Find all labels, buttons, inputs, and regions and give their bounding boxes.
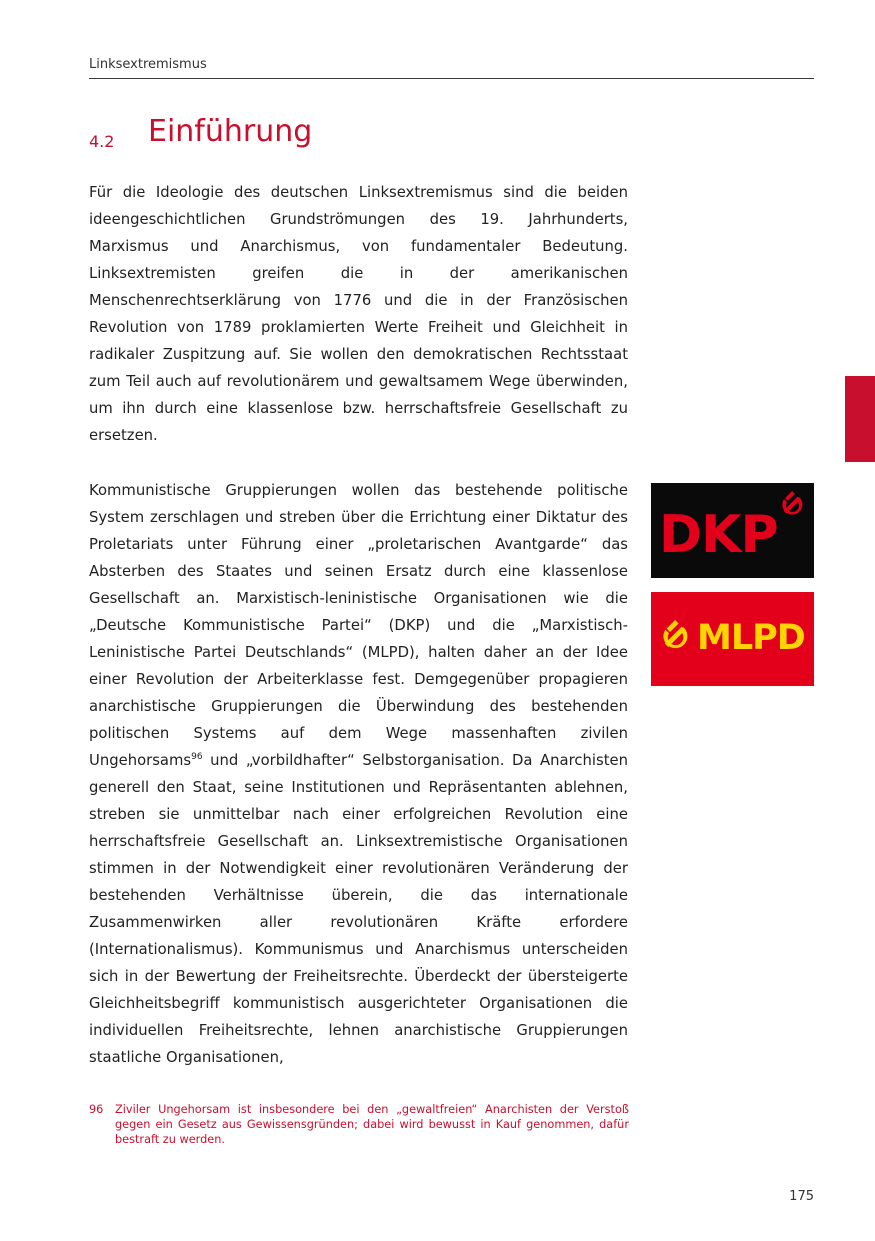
paragraph-1: Für die Ideologie des deutschen Linksextremismus sind die beiden ideengeschichtlichen Grundströmungen des 19. Jahrhunderts, Marxismus und Anarchismus, von fundamentaler Bedeutung. Linksextremisten greifen die in der amerikanischen Menschenrechtserklärung von 1776 und die in der Französischen Revolution von 1789 proklamierten Werte Freiheit und Gleichheit in radikaler Zuspitzung auf. Sie wollen den demokratischen Rechtsstaat zum Teil auch auf revolutionärem und gewaltsamem Wege überwinden, um ihn durch eine klassenlose bzw. herrschaftsfreie Gesellschaft zu ersetzen. <box>89 184 628 444</box>
dkp-logo-text: DKP <box>659 505 778 565</box>
paragraph-2 <box>89 477 628 1071</box>
dkp-logo <box>651 483 814 578</box>
mlpd-logo-text: MLPD <box>697 618 805 658</box>
footnote-number: 96 <box>89 1103 104 1116</box>
footnote-text: Ziviler Ungehorsam ist insbesondere bei den „gewaltfreien“ Anarchisten der Verstoß gegen ein Gesetz aus Gewissensgründen; dabei wird bewusst in Kauf genommen, dafür bestraft zu werden. <box>115 1103 629 1146</box>
running-head: Linksextremismus <box>89 57 814 79</box>
page-number: 175 <box>789 1189 814 1204</box>
paragraph-2-text-b: und „vorbildhafter“ Selbstorganisation. Da Anarchisten generell den Staat, seine Institutionen und Repräsentanten ablehnen, streben sie unmittelbar nach einer erfolgreichen Revolution eine herrschaftsfreie Gesellschaft an. Linksextremistische Organisationen stimmen in der Notwendigkeit einer revolutionären Veränderung der bestehenden Verhältnisse überein, die das internationale Zusammenwirken aller revolutionären Kräfte erfordere (Internationalismus). Kommunismus und Anarchismus unterscheiden sich in der Bewertung der Freiheitsrechte. Überdeckt der übersteigerte Gleichheitsbegriff kommunistisch ausgerichteter Organisationen die individuellen Freiheitsrechte, lehnen anarchistische Gruppierungen staatliche Organisationen, <box>89 752 628 1066</box>
footnote-reference[interactable]: 96 <box>191 752 203 763</box>
hammer-sickle-icon <box>777 491 807 521</box>
hammer-sickle-icon <box>657 620 693 656</box>
paragraph-2-text-a: Kommunistische Gruppierungen wollen das bestehende politische System zerschlagen und streben über die Errichtung einer Diktatur des Proletariats unter Führung einer „proletarischen Avantgarde“ das Absterben des Staates und seinen Ersatz durch eine klassenlose Gesellschaft an. Marxistisch-leninistische Organisationen wie die „Deutsche Kommunistische Partei“ (DKP) und die „Marxistisch-Leninistische Partei Deutschlands“ (MLPD), halten daher an der Idee einer Revolution der Arbeiterklasse fest. Demgegenüber propagieren anarchistische Gruppierungen die Überwindung des bestehenden politischen Systems auf dem Wege massenhaften zivilen Ungehorsams <box>89 482 628 769</box>
footnote <box>89 1102 629 1147</box>
section-title: Einführung <box>148 114 313 149</box>
mlpd-logo <box>651 592 814 686</box>
section-number: 4.2 <box>89 132 115 151</box>
chapter-side-tab <box>845 376 875 462</box>
